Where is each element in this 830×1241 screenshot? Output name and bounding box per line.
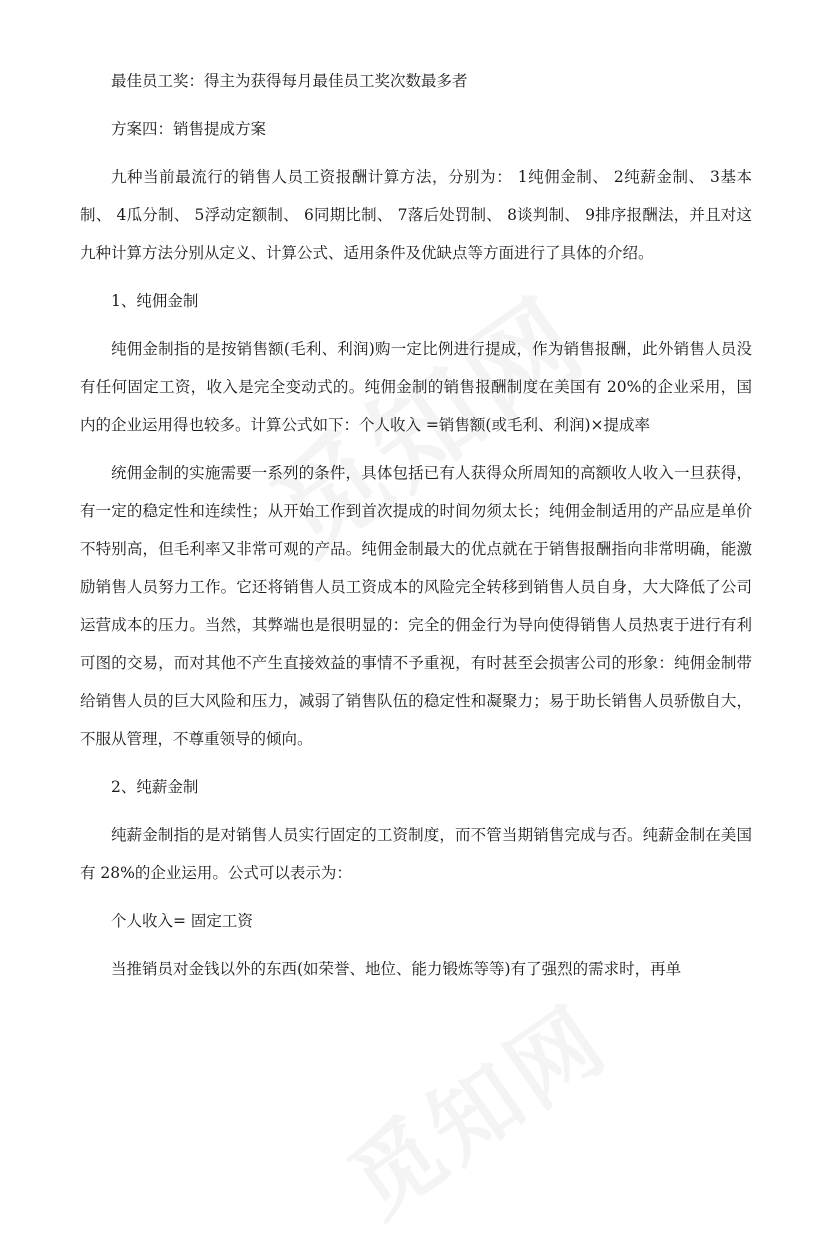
- intro-paragraph: 九种当前最流行的销售人员工资报酬计算方法，分别为： 1纯佣金制、 2纯薪金制、 3基本制、 4瓜分制、 5浮动定额制、 6同期比制、 7落后处罚制、 8谈判制、 9排序报酬法，并且对这九种计算方法分别从定义、计算公式、适用条件及优缺点等方面进行了具体的介绍。: [80, 168, 752, 262]
- document-page: [80, 62, 752, 988]
- section2-paragraph-1: 纯薪金制指的是对销售人员实行固定的工资制度，而不管当期销售完成与否。纯薪金制在美国有 28%的企业运用。公式可以表示为：: [80, 826, 752, 882]
- section1-heading: 1、纯佣金制: [111, 292, 199, 310]
- section1-paragraph-1: 纯佣金制指的是按销售额(毛利、利润)购一定比例进行提成，作为销售报酬，此外销售人员没有任何固定工资，收入是完全变动式的。纯佣金制的销售报酬制度在美国有 20%的企业采用，国内的企业运用得也较多。计算公式如下：个人收入 =销售额(或毛利、利润)×提成率: [80, 340, 752, 434]
- watermark: [319, 969, 629, 1241]
- section1-paragraph-2: 统佣金制的实施需要一系列的条件，具体包括已有人获得众所周知的高额收人收入一旦获得，有一定的稳定性和连续性；从开始工作到首次提成的时间勿须太长；纯佣金制适用的产品应是单价不特别高，但毛利率又非常可观的产品。纯佣金制最大的优点就在于销售报酬指向非常明确，能激励销售人员努力工作。它还将销售人员工资成本的风险完全转移到销售人员自身，大大降低了公司运营成本的压力。当然，其弊端也是很明显的：完全的佣金行为导向使得销售人员热衷于进行有利可图的交易，而对其他不产生直接效益的事情不予重视，有时甚至会损害公司的形象：纯佣金制带给销售人员的巨大风险和压力，减弱了销售队伍的稳定性和凝聚力；易于助长销售人员骄傲自大，不服从管理，不尊重领导的倾向。: [80, 464, 752, 748]
- section2-formula: 个人收入= 固定工资: [111, 912, 253, 930]
- award-line: 最佳员工奖：得主为获得每月最佳员工奖次数最多者: [111, 72, 468, 90]
- section2-paragraph-2: 当推销员对金钱以外的东西(如荣誉、地位、能力锻炼等等)有了强烈的需求时，再单: [111, 960, 682, 978]
- plan-title: 方案四：销售提成方案: [111, 120, 267, 138]
- section2-heading: 2、纯薪金制: [111, 778, 199, 796]
